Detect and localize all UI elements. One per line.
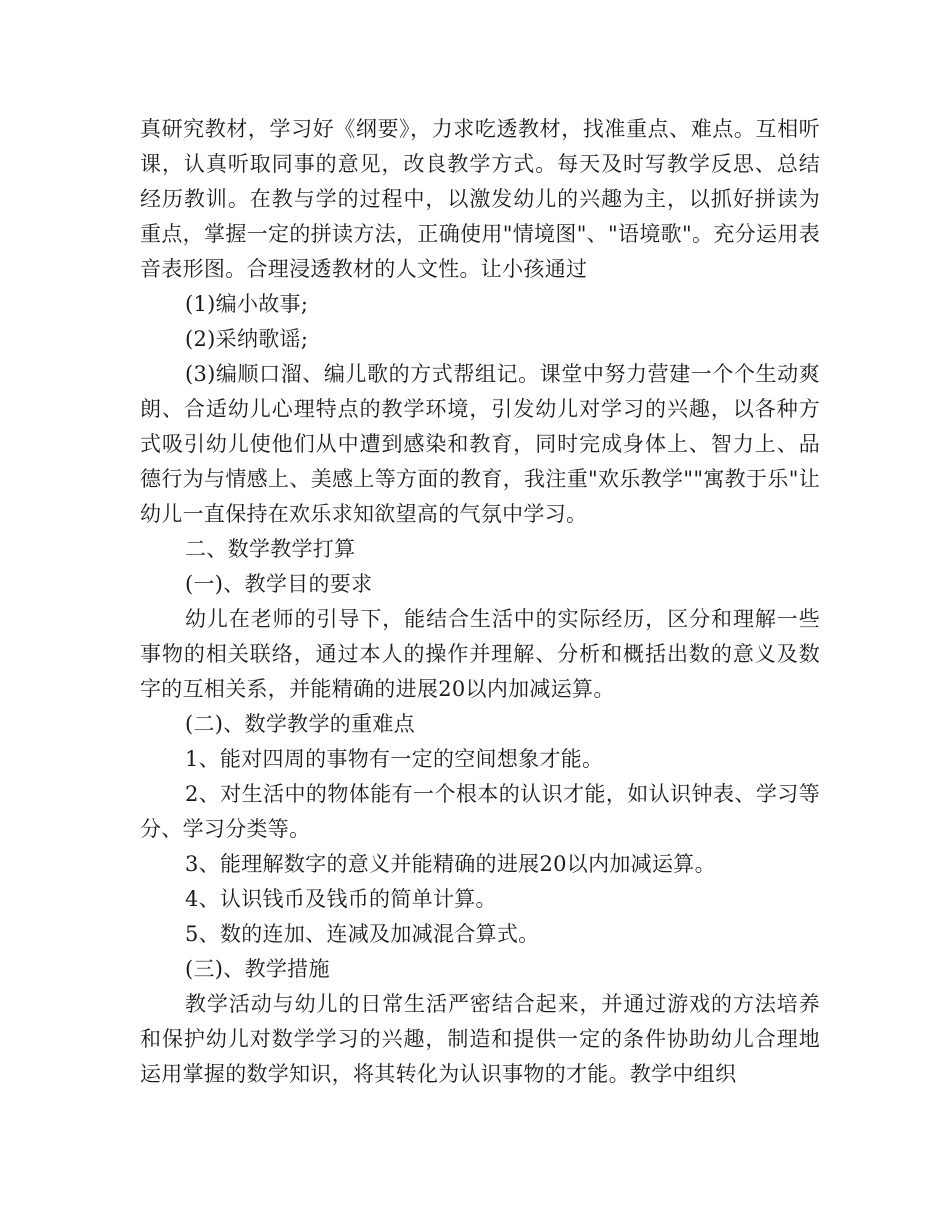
subheading-teaching-measures: (三)、教学措施 bbox=[185, 957, 330, 981]
key-point-1: 1、能对四周的事物有一定的空间想象才能。 bbox=[185, 747, 604, 771]
section-heading-math-plan: 二、数学教学打算 bbox=[185, 537, 356, 561]
key-point-4: 4、认识钱币及钱币的简单计算。 bbox=[185, 887, 497, 911]
key-point-3: 3、能理解数字的意义并能精确的进展20以内加减运算。 bbox=[185, 852, 716, 876]
paragraph-list-item-2: (2)采纳歌谣; bbox=[185, 327, 309, 351]
subheading-teaching-goals: (一)、教学目的要求 bbox=[185, 572, 373, 596]
paragraph-list-item-3: (3)编顺口溜、编儿歌的方式帮组记。课堂中努力营建一个个生动爽朗、合适幼儿心理特点的教学环境，引发幼儿对学习的兴趣，以各种方式吸引幼儿使他们从中遭到感染和教育，同时完成身体上、智力上、品德行为与情感上、美感上等方面的教育，我注重"欢乐教学""寓教于乐"让幼儿一直保持在欢乐求知欲望高的气氛中学习。 bbox=[140, 362, 820, 526]
key-point-5: 5、数的连加、连减及加减混合算式。 bbox=[185, 922, 540, 946]
subheading-key-points: (二)、数学教学的重难点 bbox=[185, 712, 415, 736]
paragraph-list-item-1: (1)编小故事; bbox=[185, 292, 309, 316]
document-body bbox=[140, 112, 820, 1092]
paragraph-continuation: 真研究教材，学习好《纲要》，力求吃透教材，找准重点、难点。互相听课，认真听取同事的意见，改良教学方式。每天及时写教学反思、总结经历教训。在教与学的过程中，以激发幼儿的兴趣为主，以抓好拼读为重点，掌握一定的拼读方法，正确使用"情境图"、"语境歌"。充分运用表音表形图。合理浸透教材的人文性。让小孩通过 bbox=[140, 117, 820, 281]
paragraph-measures: 教学活动与幼儿的日常生活严密结合起来，并通过游戏的方法培养和保护幼儿对数学学习的兴趣，制造和提供一定的条件协助幼儿合理地运用掌握的数学知识，将其转化为认识事物的才能。教学中组织 bbox=[140, 992, 820, 1086]
paragraph-goals: 幼儿在老师的引导下，能结合生活中的实际经历，区分和理解一些事物的相关联络，通过本人的操作并理解、分析和概括出数的意义及数字的互相关系，并能精确的进展20以内加减运算。 bbox=[140, 607, 820, 701]
key-point-2: 2、对生活中的物体能有一个根本的认识才能，如认识钟表、学习等分、学习分类等。 bbox=[140, 782, 820, 841]
